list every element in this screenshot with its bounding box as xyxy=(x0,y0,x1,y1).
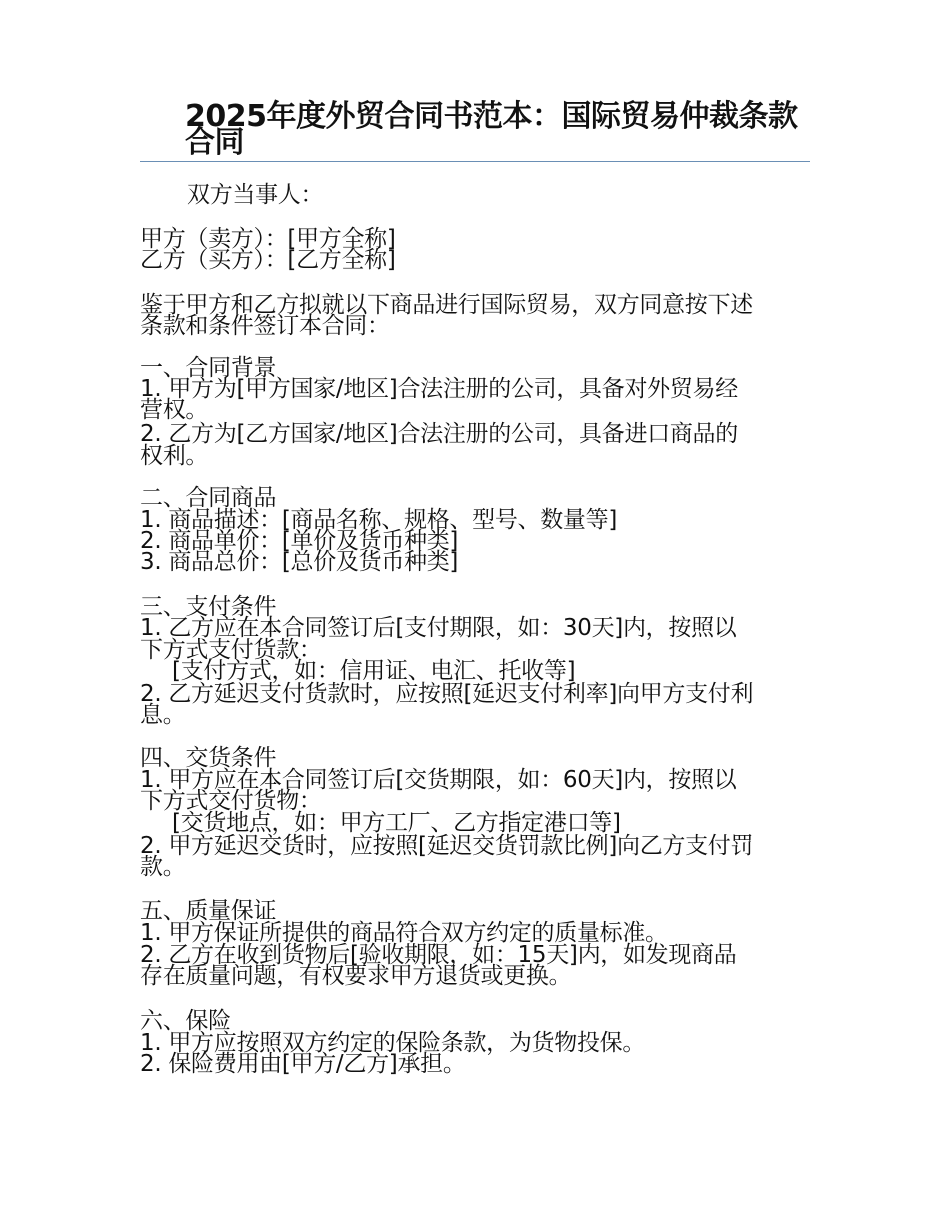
preamble-line: 鉴于甲方和乙方拟就以下商品进行国际贸易，双方同意按下述 xyxy=(140,292,753,318)
clause-line: 款。 xyxy=(140,854,186,880)
clause-line: 2. 乙方在收到货物后[验收期限，如：15天]内，如发现商品 xyxy=(140,942,737,968)
section-heading-background: 一、合同背景 xyxy=(140,355,277,381)
page-title: 2025年度外贸合同书范本：国际贸易仲裁条款合同 xyxy=(185,99,798,160)
party-a: 甲方（卖方）：[甲方全称] xyxy=(140,226,396,252)
clause-line: 存在质量问题，有权要求甲方退货或更换。 xyxy=(140,963,572,989)
clause-line: 营权。 xyxy=(140,397,209,423)
clause-line: 2. 乙方为[乙方国家/地区]合法注册的公司，具备进口商品的 xyxy=(140,421,738,447)
clause-line: 权利。 xyxy=(140,443,209,469)
clause-line: 2. 乙方延迟支付货款时，应按照[延迟支付利率]向甲方支付利 xyxy=(140,681,754,707)
clause-line: 2. 保险费用由[甲方/乙方]承担。 xyxy=(140,1051,466,1077)
clause-line: 1. 甲方应按照双方约定的保险条款，为货物投保。 xyxy=(140,1030,646,1056)
clause-line: 2. 甲方延迟交货时，应按照[延迟交货罚款比例]向乙方支付罚 xyxy=(140,833,754,859)
clause-line: 1. 甲方为[甲方国家/地区]合法注册的公司，具备对外贸易经 xyxy=(140,376,738,402)
clause-line: 1. 商品描述：[商品名称、规格、型号、数量等] xyxy=(140,507,618,533)
clause-line: 1. 甲方应在本合同签订后[交货期限，如：60天]内，按照以 xyxy=(140,767,737,793)
clause-line: 1. 甲方保证所提供的商品符合双方约定的质量标准。 xyxy=(140,920,668,946)
clause-line: 下方式交付货物： xyxy=(140,788,322,814)
section-heading-goods: 二、合同商品 xyxy=(140,485,277,511)
party-b: 乙方（买方）：[乙方全称] xyxy=(140,247,396,273)
title-divider xyxy=(140,161,810,162)
clause-line: 下方式支付货款： xyxy=(140,637,322,663)
parties-heading: 双方当事人： xyxy=(187,182,324,208)
clause-line: [支付方式，如：信用证、电汇、托收等] xyxy=(172,658,576,684)
preamble-line: 条款和条件签订本合同： xyxy=(140,313,390,339)
clause-line: 1. 乙方应在本合同签订后[支付期限，如：30天]内，按照以 xyxy=(140,615,737,641)
clause-line: 2. 商品单价：[单价及货币种类] xyxy=(140,528,459,554)
section-heading-delivery: 四、交货条件 xyxy=(140,745,277,771)
section-heading-payment: 三、支付条件 xyxy=(140,594,277,620)
section-heading-quality: 五、质量保证 xyxy=(140,898,277,924)
clause-line: [交货地点，如：甲方工厂、乙方指定港口等] xyxy=(172,810,621,836)
clause-line: 息。 xyxy=(140,702,186,728)
clause-line: 3. 商品总价：[总价及货币种类] xyxy=(140,549,459,575)
section-heading-insurance: 六、保险 xyxy=(140,1008,231,1034)
